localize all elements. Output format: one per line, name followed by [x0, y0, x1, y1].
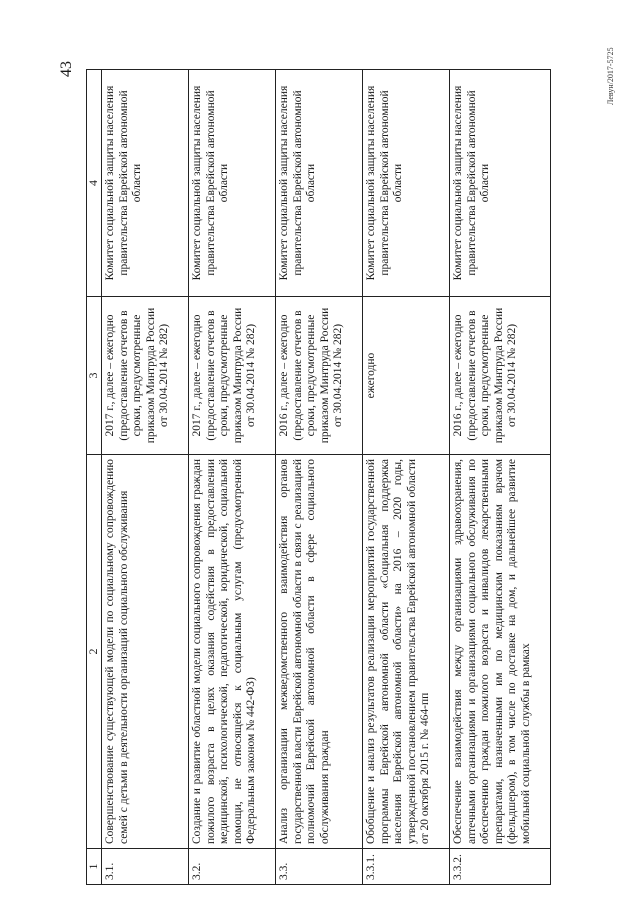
page-number: 43 [58, 61, 75, 77]
table-row [276, 70, 363, 885]
item-term: 2016 г., далее – ежегодно (предоставление отчетов в сроки, предусмотренные приказом Минтруда России от 30.04.2014 № 282) [276, 297, 363, 455]
item-term: ежегодно [363, 297, 450, 455]
table-row [102, 70, 189, 885]
item-executor: Комитет социальной защиты населения правительства Еврейской автономной области [102, 70, 189, 297]
column-header: 3 [87, 297, 102, 455]
item-term: 2017 г., далее – ежегодно (предоставление отчетов в сроки, предусмотренные приказом Минтруда России от 30.04.2014 № 282) [102, 297, 189, 455]
item-action: Обеспечение взаимодействия между организациями здравоохранения, аптечными организациями и организациями социального обслуживания по обеспечению граждан пожилого возраста и инвалидов лекарственными препаратами, назначенными им по медицинским показаниям врачом (фельдшером), в том числе по доставке на дом, и дальнейшее развитие мобильной социальной службы в рамках [450, 455, 551, 849]
item-number: 3.1. [102, 849, 189, 885]
document-code: Левун/2017-5725 [606, 47, 615, 105]
item-executor: Комитет социальной защиты населения правительства Еврейской автономной области [189, 70, 276, 297]
measures-table [86, 69, 551, 885]
table-row [450, 70, 551, 885]
item-number: 3.3.2. [450, 849, 551, 885]
column-header: 1 [87, 849, 102, 885]
item-executor: Комитет социальной защиты населения правительства Еврейской автономной области [363, 70, 450, 297]
item-executor: Комитет социальной защиты населения правительства Еврейской автономной области [450, 70, 551, 297]
item-action: Обобщение и анализ результатов реализации мероприятий государственной программы Еврейской автономной области «Социальная поддержка населения Еврейской автономной области» на 2016 – 2020 годы, утвержденной постановлением правительства Еврейской автономной области от 20 октября 2015 г. № 464-пп [363, 455, 450, 849]
item-term: 2016 г., далее – ежегодно (предоставление отчетов в сроки, предусмотренные приказом Минтруда России от 30.04.2014 № 282) [450, 297, 551, 455]
item-number: 3.3.1. [363, 849, 450, 885]
item-term: 2017 г., далее – ежегодно (предоставление отчетов в сроки, предусмотренные приказом Минтруда России от 30.04.2014 № 282) [189, 297, 276, 455]
table-row [363, 70, 450, 885]
item-action: Анализ организации межведомственного взаимодействия органов государственной власти Еврейской автономной области в связи с реализацией полномочий Еврейской автономной области в сфере социального обслуживания граждан [276, 455, 363, 849]
item-number: 3.2. [189, 849, 276, 885]
column-header: 4 [87, 70, 102, 297]
table-row [189, 70, 276, 885]
column-header: 2 [87, 455, 102, 849]
item-number: 3.3. [276, 849, 363, 885]
item-executor: Комитет социальной защиты населения правительства Еврейской автономной области [276, 70, 363, 297]
item-action: Совершенствование существующей модели по социальному сопровождению семей с детьми в деятельности организаций социального обслуживания [102, 455, 189, 849]
item-action: Создание и развитие областной модели социального сопровождения граждан пожилого возраста в целях оказания содействия в предоставлении медицинской, психологической, педагогической, юридической, социальной помощи, не относящейся к социальным услугам (предусмотренной Федеральным законом № 442-ФЗ) [189, 455, 276, 849]
table-header-row [87, 70, 102, 885]
